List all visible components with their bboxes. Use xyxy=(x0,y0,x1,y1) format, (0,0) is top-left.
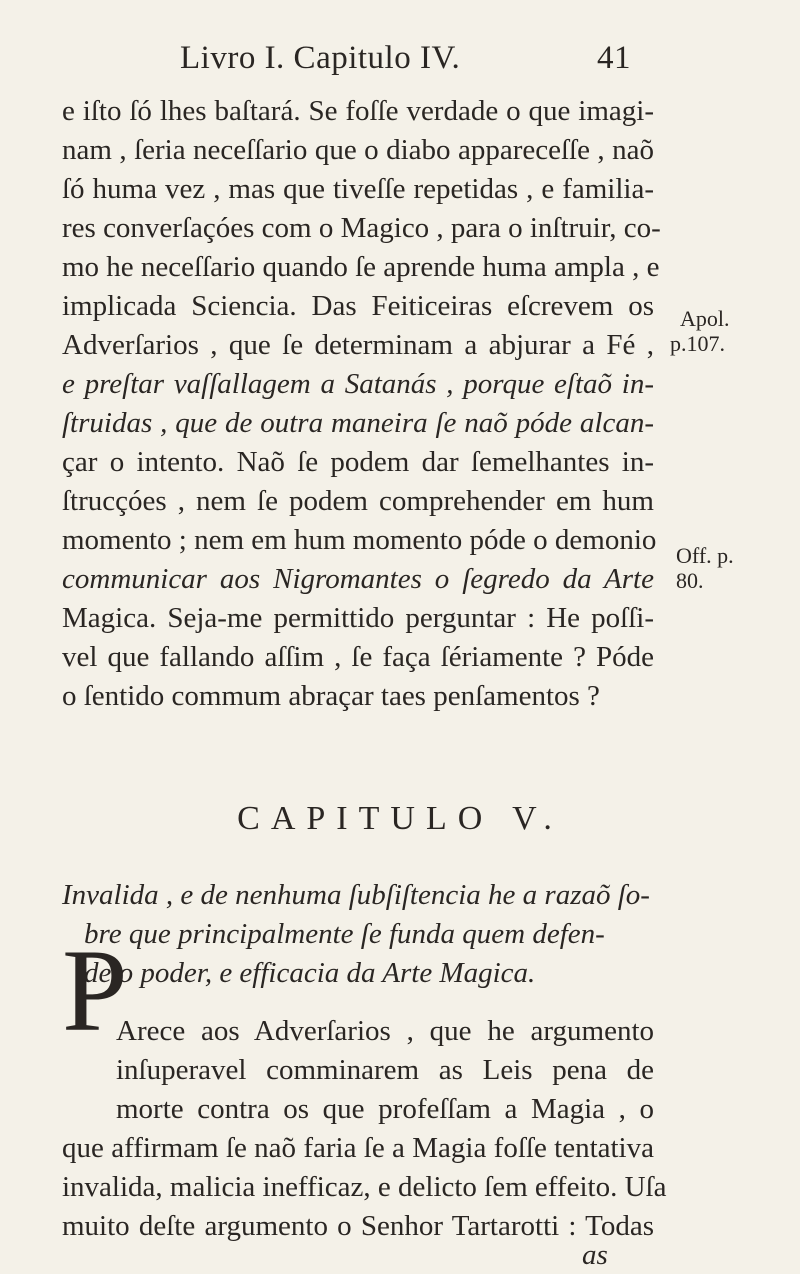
body-line: communicar aos Nigromantes o ſegredo da Arte xyxy=(62,563,654,595)
margin-note: Apol. xyxy=(680,306,730,331)
body-line: çar o intento. Naõ ſe podem dar ſemelhantes in- xyxy=(62,446,654,478)
body-line: Magica. Seja-me permittido perguntar : He poſſi- xyxy=(62,602,654,634)
body-line: vel que fallando aſſim , ſe faça ſériamente ? Póde xyxy=(62,641,654,673)
drop-cap: P xyxy=(62,925,128,1056)
body-line: ſó huma vez , mas que tiveſſe repetidas , e familia- xyxy=(62,173,654,205)
paragraph-line: morte contra os que profeſſam a Magia , o xyxy=(116,1093,654,1125)
chapter-heading: CAPITULO V. xyxy=(237,800,563,837)
catchword: as xyxy=(582,1239,608,1271)
paragraph-line: muito deſte argumento o Senhor Tartarotti : Todas xyxy=(62,1210,654,1242)
body-line: o ſentido commum abraçar taes penſamentos ? xyxy=(62,680,600,712)
chapter-subtitle-line: de o poder, e efficacia da Arte Magica. xyxy=(84,957,536,989)
body-line: Adverſarios , que ſe determinam a abjurar a Fé , xyxy=(62,329,654,361)
chapter-subtitle-line: Invalida , e de nenhuma ſubſiſtencia he a razaõ ſo- xyxy=(62,879,650,911)
body-line: momento ; nem em hum momento póde o demonio xyxy=(62,524,657,556)
body-line: e iſto ſó lhes baſtará. Se foſſe verdade o que imagi- xyxy=(62,95,654,127)
running-title: Livro I. Capitulo IV. xyxy=(180,40,461,76)
body-line: mo he neceſſario quando ſe aprende huma ampla , e xyxy=(62,251,660,283)
margin-note: 80. xyxy=(676,568,704,593)
body-line: implicada Sciencia. Das Feiticeiras eſcrevem os xyxy=(62,290,654,322)
body-line: ſtruidas , que de outra maneira ſe naõ póde alcan- xyxy=(62,407,654,439)
paragraph-line: invalida, malicia inefficaz, e delicto ſem effeito. Uſa xyxy=(62,1171,667,1203)
paragraph-line: inſuperavel comminarem as Leis pena de xyxy=(116,1054,654,1086)
body-line: res converſaçóes com o Magico , para o inſtruir, co- xyxy=(62,212,661,244)
paragraph-line: que affirmam ſe naõ faria ſe a Magia foſſe tentativa xyxy=(62,1132,654,1164)
body-line: e preſtar vaſſallagem a Satanás , porque eſtaõ in- xyxy=(62,368,654,400)
body-line: ſtrucçóes , nem ſe podem comprehender em hum xyxy=(62,485,654,517)
body-line: nam , ſeria neceſſario que o diabo appareceſſe , naõ xyxy=(62,134,654,166)
chapter-subtitle-line: bre que principalmente ſe funda quem defen- xyxy=(84,918,605,950)
page-number: 41 xyxy=(597,40,631,76)
margin-note: Off. p. xyxy=(676,543,734,568)
paragraph-line: Arece aos Adverſarios , que he argumento xyxy=(116,1015,654,1047)
margin-note: p.107. xyxy=(670,331,725,356)
